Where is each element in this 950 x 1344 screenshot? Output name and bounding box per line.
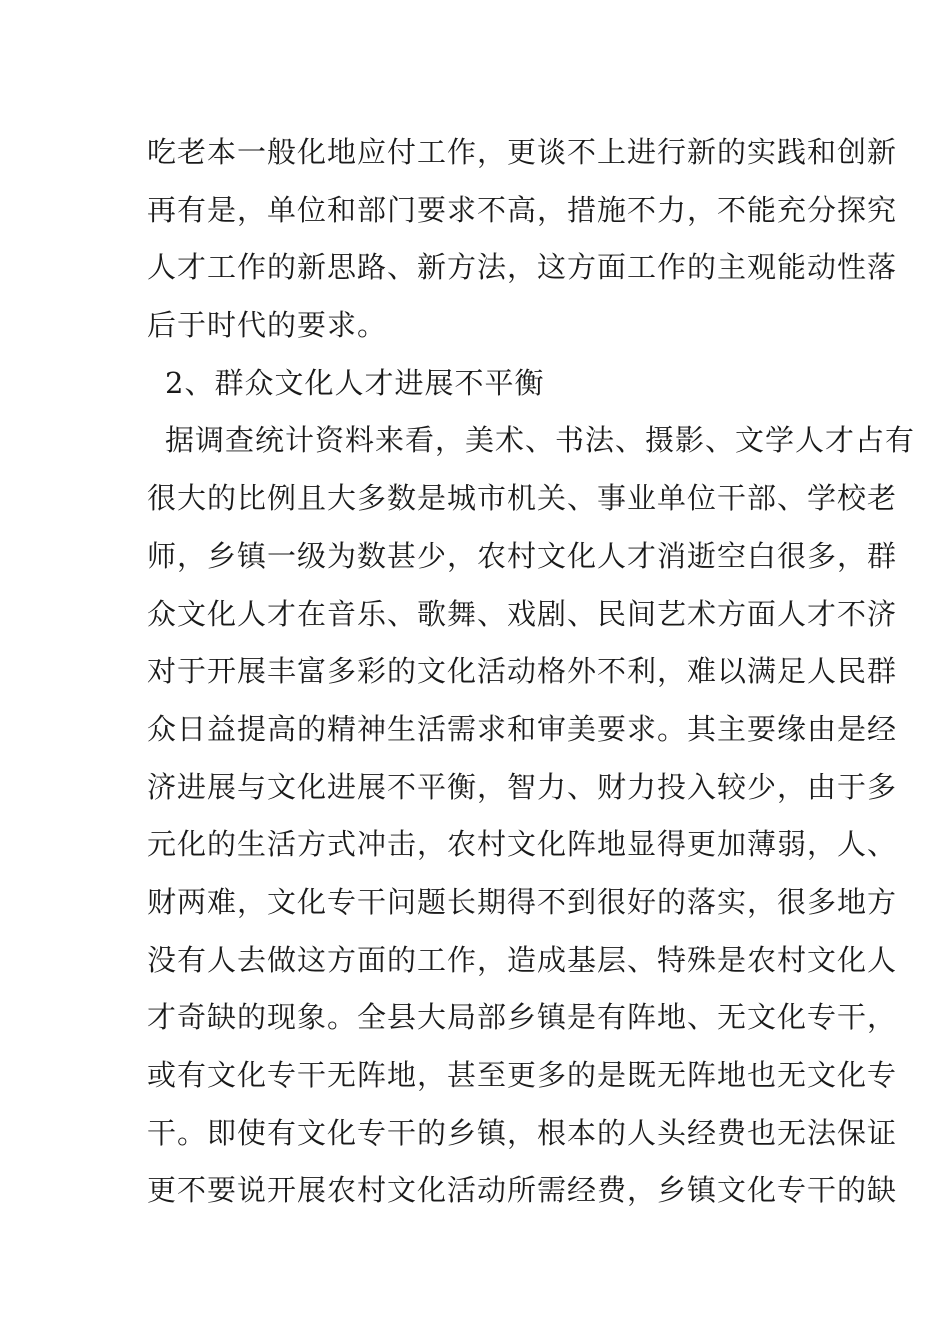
text-line: 财两难，文化专干问题长期得不到很好的落实，很多地方 [147,884,898,919]
text-line: 众文化人才在音乐、歌舞、戏剧、民间艺术方面人才不济 [147,596,898,631]
text-line: 才奇缺的现象。全县大局部乡镇是有阵地、无文化专干， [147,1000,898,1035]
text-line: 或有文化专干无阵地，甚至更多的是既无阵地也无文化专 [147,1058,898,1092]
text-line: 更不要说开展农村文化活动所需经费，乡镇文化专干的缺 [147,1173,898,1208]
text-line: 很大的比例且大多数是城市机关、事业单位干部、学校老 [147,481,898,516]
text-line: 对于开展丰富多彩的文化活动格外不利，难以满足人民群 [147,654,898,689]
text-line: 人才工作的新思路、新方法，这方面工作的主观能动性落 [147,250,898,285]
text-line: 众日益提高的精神生活需求和审美要求。其主要缘由是经 [147,711,898,746]
body-text [147,124,916,1220]
text-line: 后于时代的要求。 [147,308,388,343]
text-line: 吃老本一般化地应付工作，更谈不上进行新的实践和创新 [147,135,898,169]
text-line: 师，乡镇一级为数甚少，农村文化人才消逝空白很多，群 [147,538,898,573]
section-heading: 2、群众文化人才进展不平衡 [165,365,545,400]
text-line: 再有是，单位和部门要求不高，措施不力，不能充分探究 [147,192,898,227]
text-line: 据调查统计资料来看，美术、书法、摄影、文学人才占有 [165,423,916,458]
text-line: 没有人去做这方面的工作，造成基层、特殊是农村文化人 [147,942,898,977]
text-line: 元化的生活方式冲击，农村文化阵地显得更加薄弱，人、 [147,827,898,862]
text-line: 济进展与文化进展不平衡，智力、财力投入较少，由于多 [147,769,898,804]
text-line: 干。即使有文化专干的乡镇，根本的人头经费也无法保证 [147,1115,898,1150]
